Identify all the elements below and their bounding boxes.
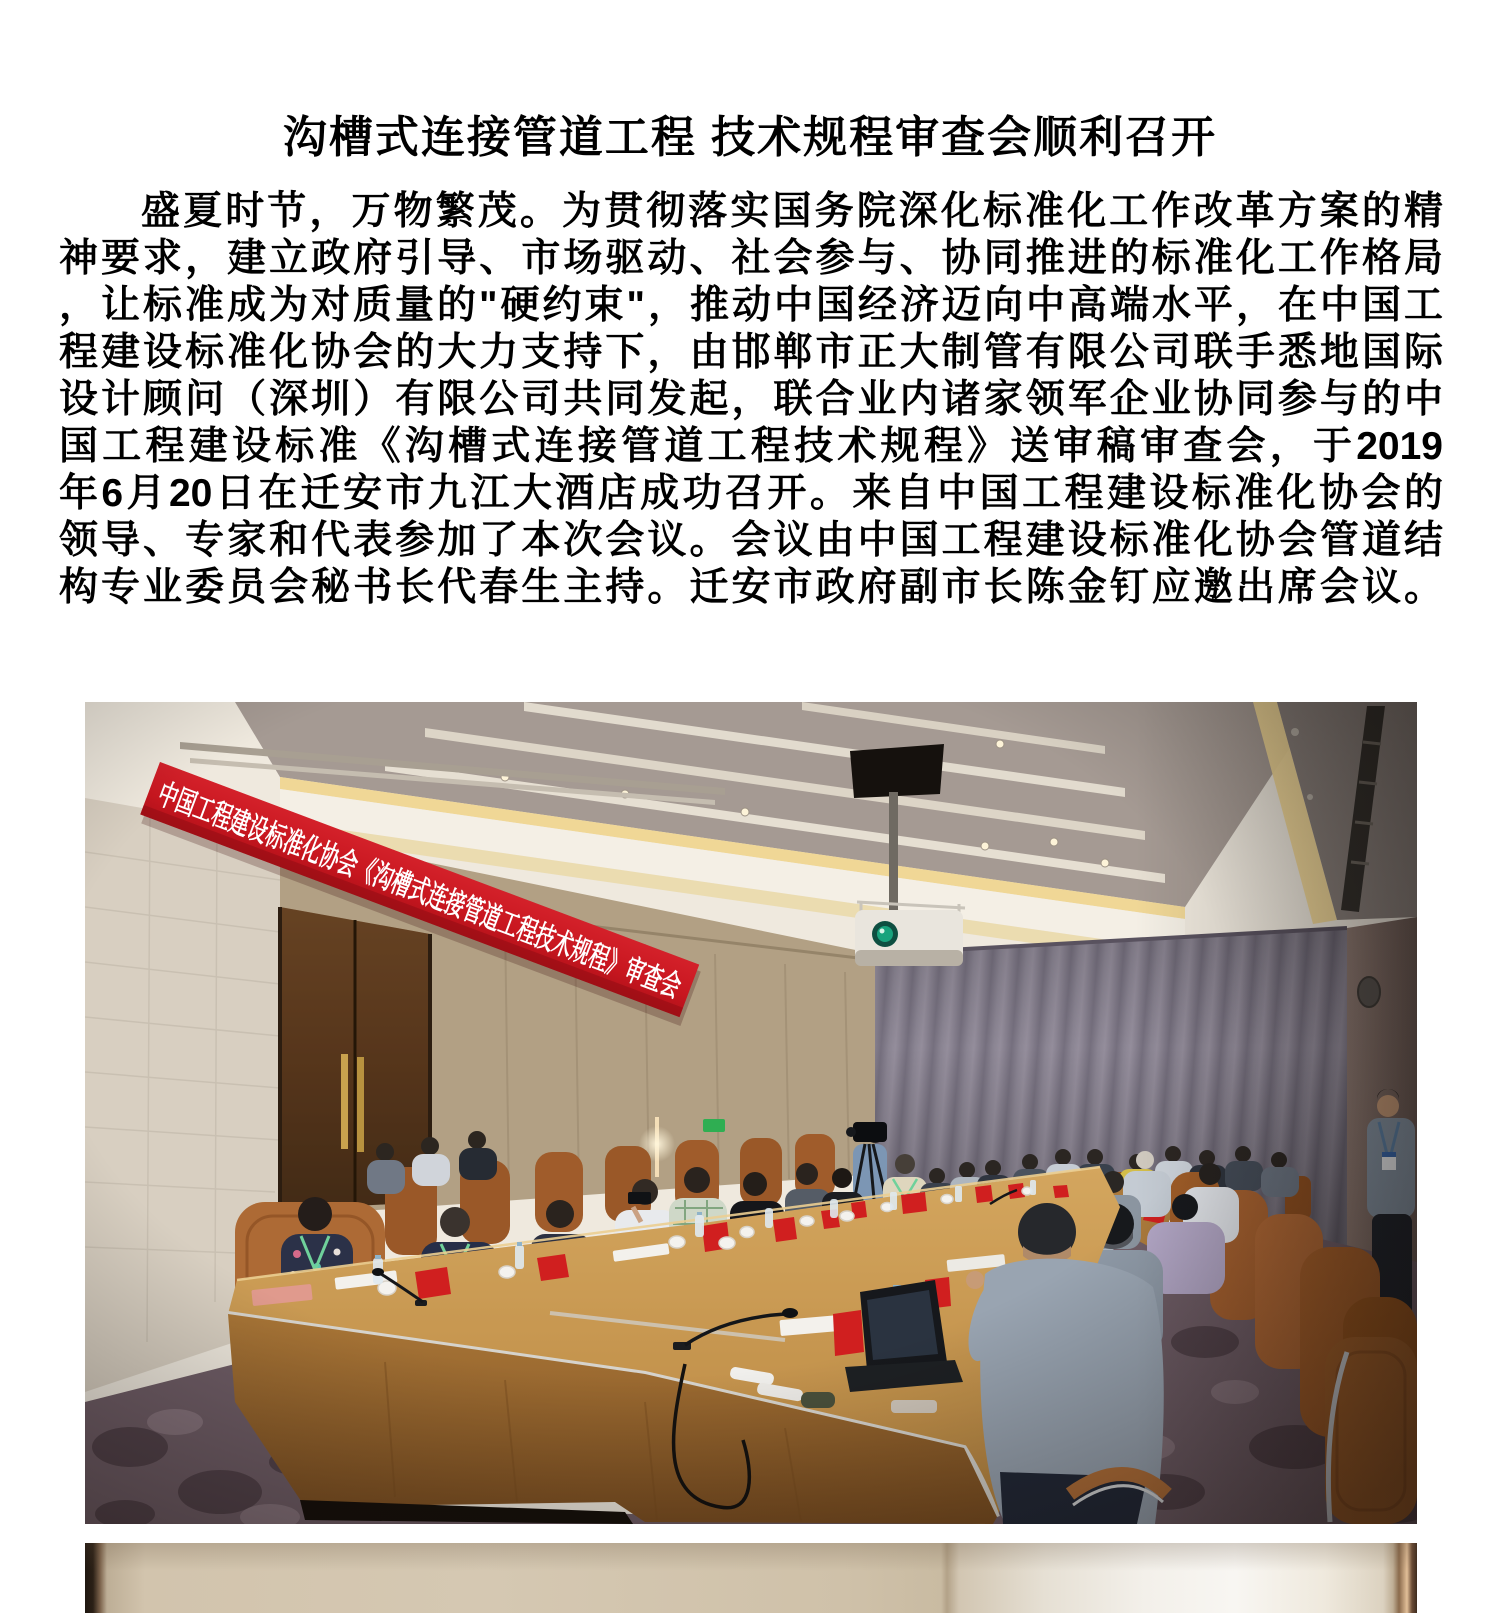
second-photo-partial: [85, 1543, 1417, 1613]
paragraph-line: 领导、专家和代表参加了本次会议。会议由中国工程建设标准化协会管道结: [59, 519, 1443, 562]
paragraph-line: 年6月20日在迁安市九江大酒店成功召开。来自中国工程建设标准化协会的: [59, 472, 1443, 515]
paragraph-line: 设计顾问（深圳）有限公司共同发起，联合业内诸家领军企业协同参与的中: [59, 378, 1443, 421]
conference-photo-illustration: [85, 702, 1417, 1524]
paragraph-line: 神要求，建立政府引导、市场驱动、社会参与、协同推进的标准化工作格局: [59, 237, 1443, 280]
paragraph-line: ，让标准成为对质量的"硬约束"，推动中国经济迈向中高端水平，在中国工: [59, 284, 1443, 327]
paragraph-line: 程建设标准化协会的大力支持下，由邯郸市正大制管有限公司联手悉地国际: [59, 331, 1443, 374]
paragraph-line: 盛夏时节，万物繁茂。为贯彻落实国务院深化标准化工作改革方案的精: [141, 190, 1443, 233]
paragraph-line: 国工程建设标准《沟槽式连接管道工程技术规程》送审稿审查会，于2019: [59, 425, 1443, 468]
article-paragraph: [59, 188, 1443, 611]
conference-photo: [85, 702, 1417, 1524]
paragraph-line: 构专业委员会秘书长代春生主持。迁安市政府副市长陈金钉应邀出席会议。: [59, 566, 1443, 609]
page-title: 沟槽式连接管道工程 技术规程审查会顺利召开: [282, 113, 1218, 163]
